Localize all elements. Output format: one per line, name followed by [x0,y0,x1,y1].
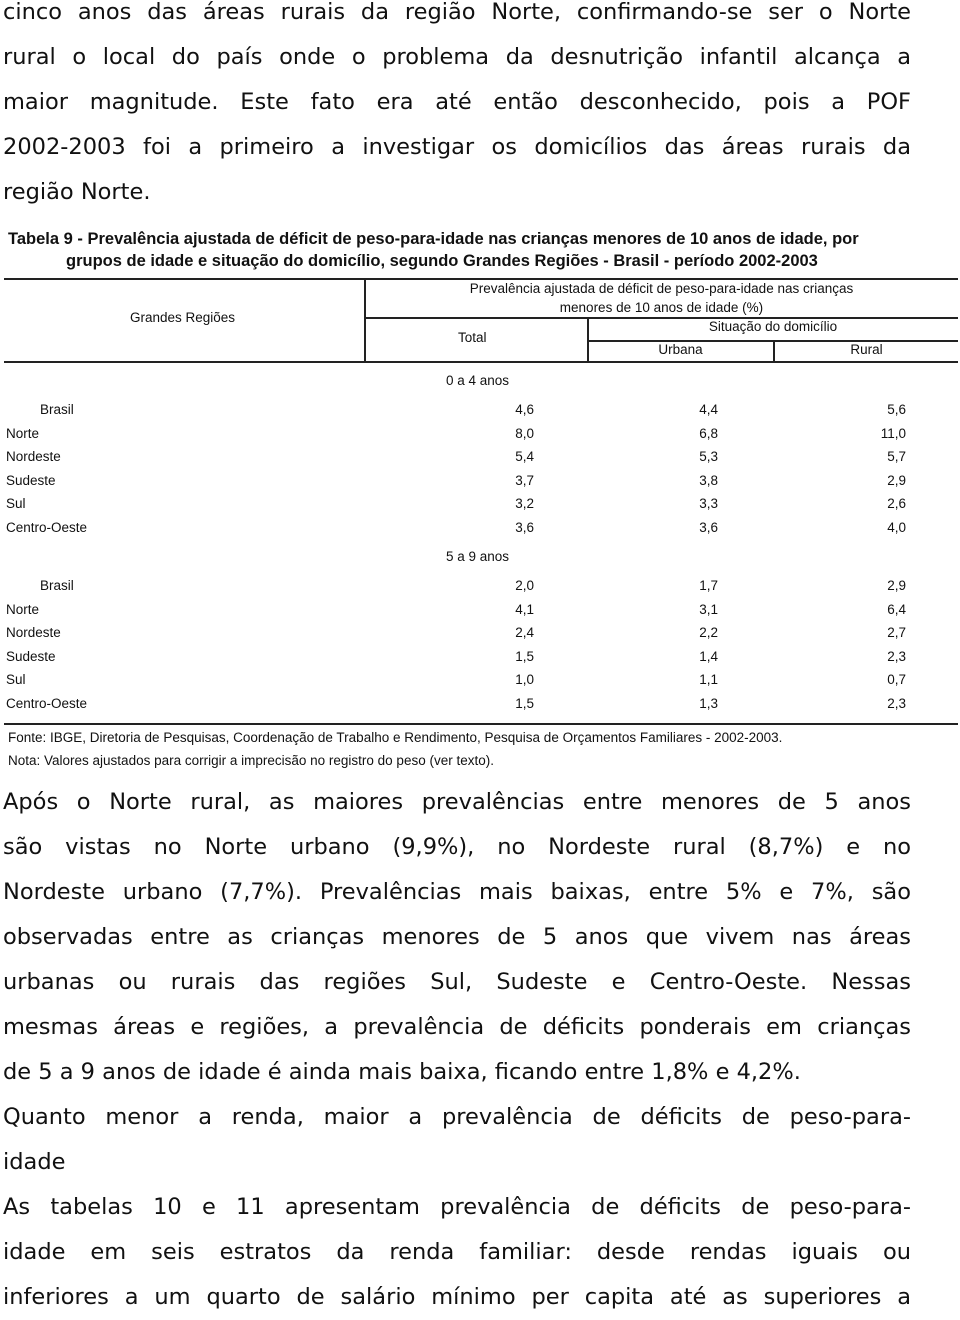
cell-rural: 2,3 [887,649,906,664]
header-situacao: Situação do domicílio [708,319,838,334]
text-line: idade [3,1149,66,1175]
cell-total: 2,4 [515,625,534,640]
paragraph-intro [3,0,911,215]
row-region: Nordeste [6,449,61,464]
cell-rural: 0,7 [887,672,906,687]
text-line: Quanto menor a renda, maior a prevalência de déficits de peso-para- [3,1104,911,1130]
text-line: região Norte. [3,179,151,205]
text-line: de 5 a 9 anos de idade é ainda mais baixa, ficando entre 1,8% e 4,2%. [3,1059,801,1085]
row-region: Sudeste [6,473,56,488]
text-line: idade em seis estratos da renda familiar: desde rendas iguais ou [3,1239,911,1265]
header-group-line: Prevalência ajustada de déficit de peso-para-idade nas crianças [469,281,854,296]
cell-total: 2,0 [515,578,534,593]
header-rural: Rural [850,342,883,357]
cell-urbana: 3,8 [699,473,718,488]
row-region: Sul [6,496,26,511]
cell-urbana: 1,3 [699,696,718,711]
cell-urbana: 3,1 [699,602,718,617]
table-title-line: Tabela 9 - Prevalência ajustada de déficit de peso-para-idade nas crianças menores de 10 anos de idade, por [8,230,859,248]
text-line: inferiores a um quarto de salário mínimo per capita até as superiores a [3,1284,911,1310]
cell-total: 1,5 [515,649,534,664]
row-region: Centro-Oeste [6,696,88,711]
text-line: As tabelas 10 e 11 apresentam prevalência de déficits de peso-para- [3,1194,911,1220]
cell-rural: 2,9 [887,473,906,488]
cell-total: 4,6 [515,402,534,417]
table-title [8,228,954,272]
text-line: Nordeste urbano (7,7%). Prevalências mais baixas, entre 5% e 7%, são [3,879,911,905]
text-line: são vistas no Norte urbano (9,9%), no Nordeste rural (8,7%) e no [3,834,911,860]
cell-rural: 5,7 [887,449,906,464]
cell-urbana: 1,4 [699,649,718,664]
cell-rural: 4,0 [887,520,906,535]
cell-total: 8,0 [515,426,534,441]
cell-urbana: 4,4 [699,402,718,417]
cell-total: 3,6 [515,520,534,535]
header-group-line: menores de 10 anos de idade (%) [559,300,764,315]
text-line: cinco anos das áreas rurais da região Norte, confirmando-se ser o Norte [3,0,911,25]
cell-urbana: 6,8 [699,426,718,441]
cell-urbana: 5,3 [699,449,718,464]
header-urbana: Urbana [658,342,703,357]
text-line: observadas entre as crianças menores de 5 anos que vivem nas áreas [3,924,911,950]
cell-rural: 6,4 [887,602,906,617]
cell-rural: 5,6 [887,402,906,417]
table-note: Nota: Valores ajustados para corrigir a imprecisão no registro do peso (ver texto). [8,753,494,768]
header-total: Total [458,330,487,345]
cell-rural: 2,3 [887,696,906,711]
paragraph-prevalence [3,780,911,1095]
row-region: Brasil [40,402,74,417]
row-region: Sudeste [6,649,56,664]
text-line: Após o Norte rural, as maiores prevalências entre menores de 5 anos [3,789,911,815]
text-line: rural o local do país onde o problema da desnutrição infantil alcança a [3,44,911,70]
cell-total: 5,4 [515,449,534,464]
table-source: Fonte: IBGE, Diretoria de Pesquisas, Coordenação de Trabalho e Rendimento, Pesquisa de Orçamentos Familiares - 2002-2003. [8,730,783,745]
cell-total: 3,7 [515,473,534,488]
section-label: 0 a 4 anos [446,373,510,388]
row-region: Sul [6,672,26,687]
table-title-line: grupos de idade e situação do domicílio, segundo Grandes Regiões - Brasil - período 2002-2003 [66,252,818,270]
cell-urbana: 3,6 [699,520,718,535]
row-region: Norte [6,602,40,617]
text-line: maior magnitude. Este fato era até então desconhecido, pois a POF [3,89,911,115]
cell-rural: 2,6 [887,496,906,511]
cell-urbana: 3,3 [699,496,718,511]
table-header-bottom-rule [4,361,958,363]
paragraph-income [3,1185,911,1320]
cell-rural: 2,9 [887,578,906,593]
row-region: Nordeste [6,625,61,640]
cell-urbana: 1,7 [699,578,718,593]
header-group [365,279,958,317]
section-heading [3,1095,911,1185]
cell-total: 4,1 [515,602,534,617]
row-region: Brasil [40,578,74,593]
text-line: mesmas áreas e regiões, a prevalência de déficits ponderais em crianças [3,1014,911,1040]
cell-total: 1,0 [515,672,534,687]
cell-urbana: 2,2 [699,625,718,640]
cell-rural: 11,0 [880,426,906,441]
cell-total: 1,5 [515,696,534,711]
cell-rural: 2,7 [887,625,906,640]
header-regions: Grandes Regiões [130,310,236,325]
table-bottom-rule [4,723,958,725]
text-line: 2002-2003 foi a primeiro a investigar os domicílios das áreas rurais da [3,134,911,160]
row-region: Norte [6,426,40,441]
text-line: urbanas ou rurais das regiões Sul, Sudeste e Centro-Oeste. Nessas [3,969,911,995]
cell-urbana: 1,1 [699,672,718,687]
cell-total: 3,2 [515,496,534,511]
row-region: Centro-Oeste [6,520,88,535]
section-label: 5 a 9 anos [446,549,510,564]
